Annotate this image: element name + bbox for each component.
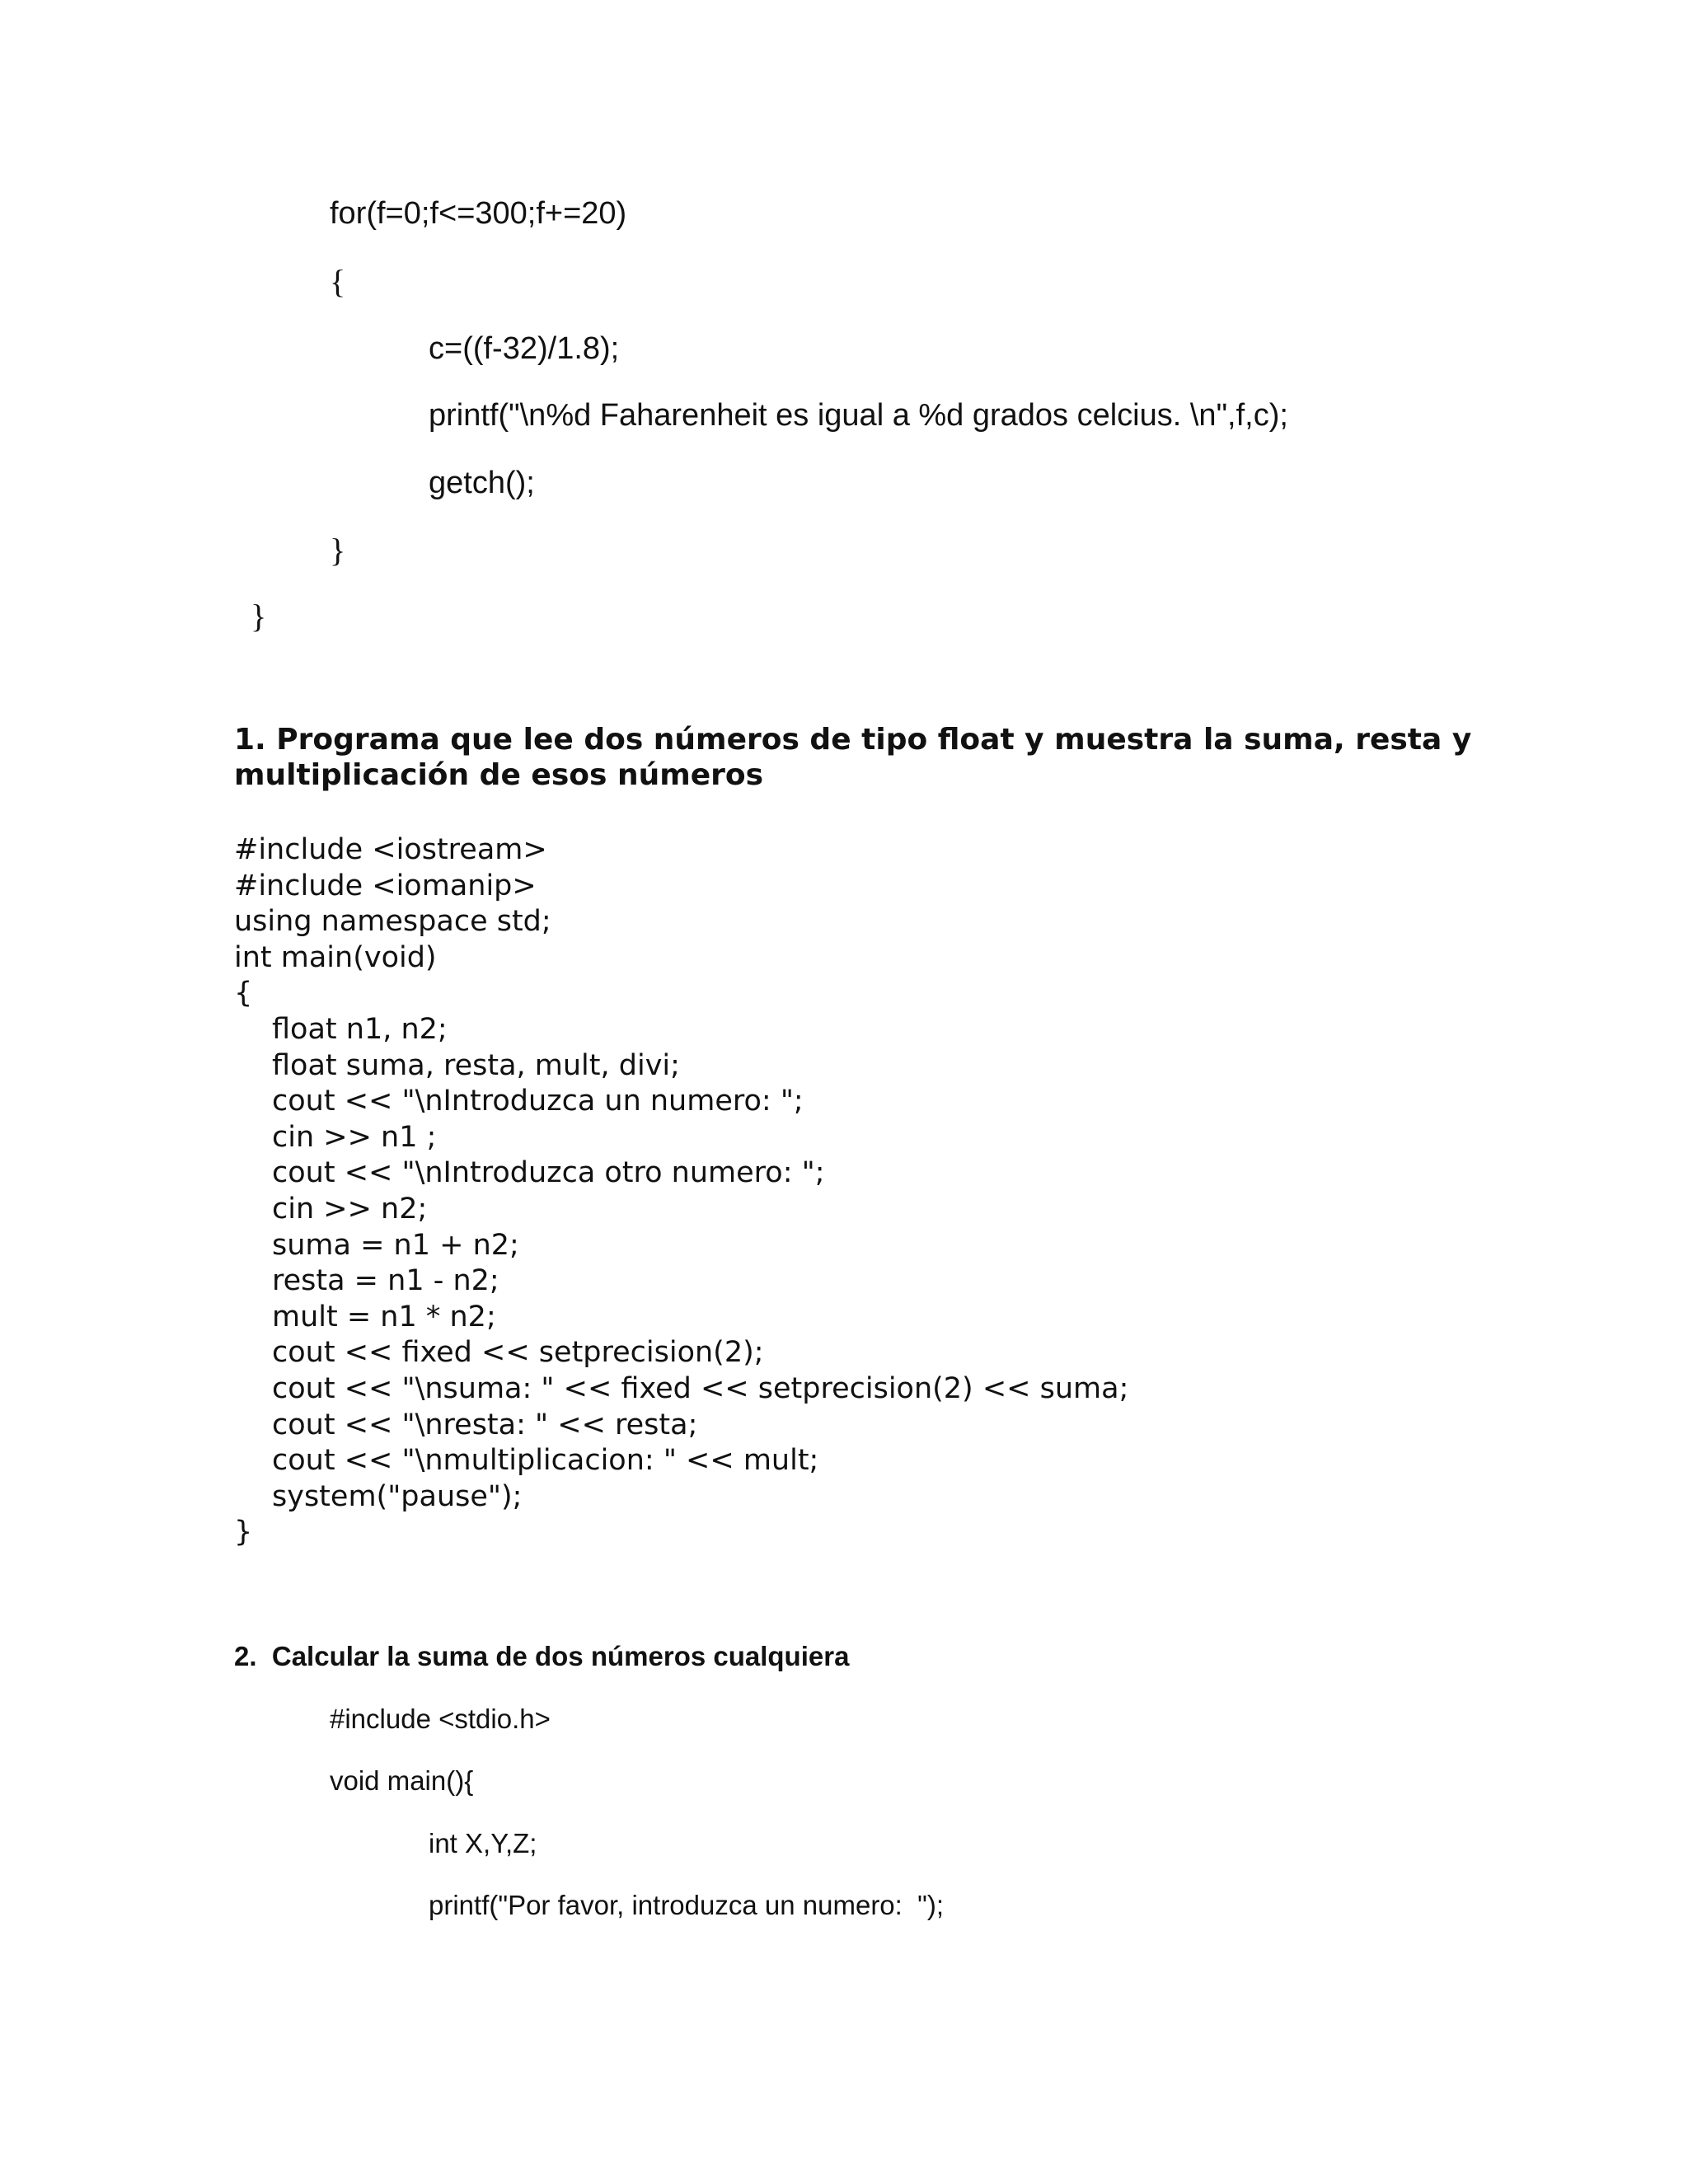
void-main-line: void main(){ — [330, 1765, 474, 1796]
open-brace: { — [330, 263, 346, 300]
code-line: float n1, n2; — [272, 1012, 448, 1046]
code-line: cout << "\nsuma: " << fixed << setprecision(2) << suma; — [272, 1371, 1129, 1405]
code-line: system("pause"); — [272, 1479, 523, 1513]
code-line: cout << fixed << setprecision(2); — [272, 1336, 764, 1370]
code-line: mult = n1 * n2; — [272, 1300, 496, 1333]
printf-fahrenheit-line: printf("\n%d Faharenheit es igual a %d grados celcius. \n",f,c); — [429, 398, 1288, 433]
code-line: #include <iomanip> — [234, 869, 537, 902]
close-brace-inner: } — [330, 532, 346, 569]
code-line: } — [234, 1516, 253, 1549]
code-line: { — [234, 977, 253, 1010]
section1-heading-line2: multiplicación de esos números — [234, 758, 764, 792]
code-line: cout << "\nmultiplicacion: " << mult; — [272, 1444, 819, 1478]
close-brace-outer: } — [251, 598, 267, 635]
calc-line: c=((f-32)/1.8); — [429, 331, 620, 366]
section2-heading: 2. Calcular la suma de dos números cualquiera — [234, 1641, 850, 1671]
section1-heading-line1: 1. Programa que lee dos números de tipo float y muestra la suma, resta y — [234, 723, 1472, 757]
code-line: using namespace std; — [234, 905, 551, 939]
printf-prompt-line: printf("Por favor, introduzca un numero: "); — [429, 1890, 945, 1920]
section1-code-block — [234, 832, 1128, 1551]
code-line: cin >> n1 ; — [272, 1120, 437, 1154]
code-line: resta = n1 - n2; — [272, 1264, 499, 1298]
code-line: cout << "\nresta: " << resta; — [272, 1408, 698, 1441]
code-line: int main(void) — [234, 940, 437, 974]
code-line: float suma, resta, mult, divi; — [272, 1048, 680, 1082]
include-stdio-line: #include <stdio.h> — [330, 1704, 551, 1734]
for-loop-line: for(f=0;f<=300;f+=20) — [330, 196, 627, 231]
getch-line: getch(); — [429, 466, 535, 500]
code-line: cout << "\nIntroduzca otro numero: "; — [272, 1156, 825, 1190]
code-line: suma = n1 + n2; — [272, 1228, 519, 1262]
code-line: cout << "\nIntroduzca un numero: "; — [272, 1085, 804, 1118]
int-decl-line: int X,Y,Z; — [429, 1828, 537, 1858]
code-line: cin >> n2; — [272, 1192, 428, 1226]
code-line: #include <iostream> — [234, 833, 547, 866]
